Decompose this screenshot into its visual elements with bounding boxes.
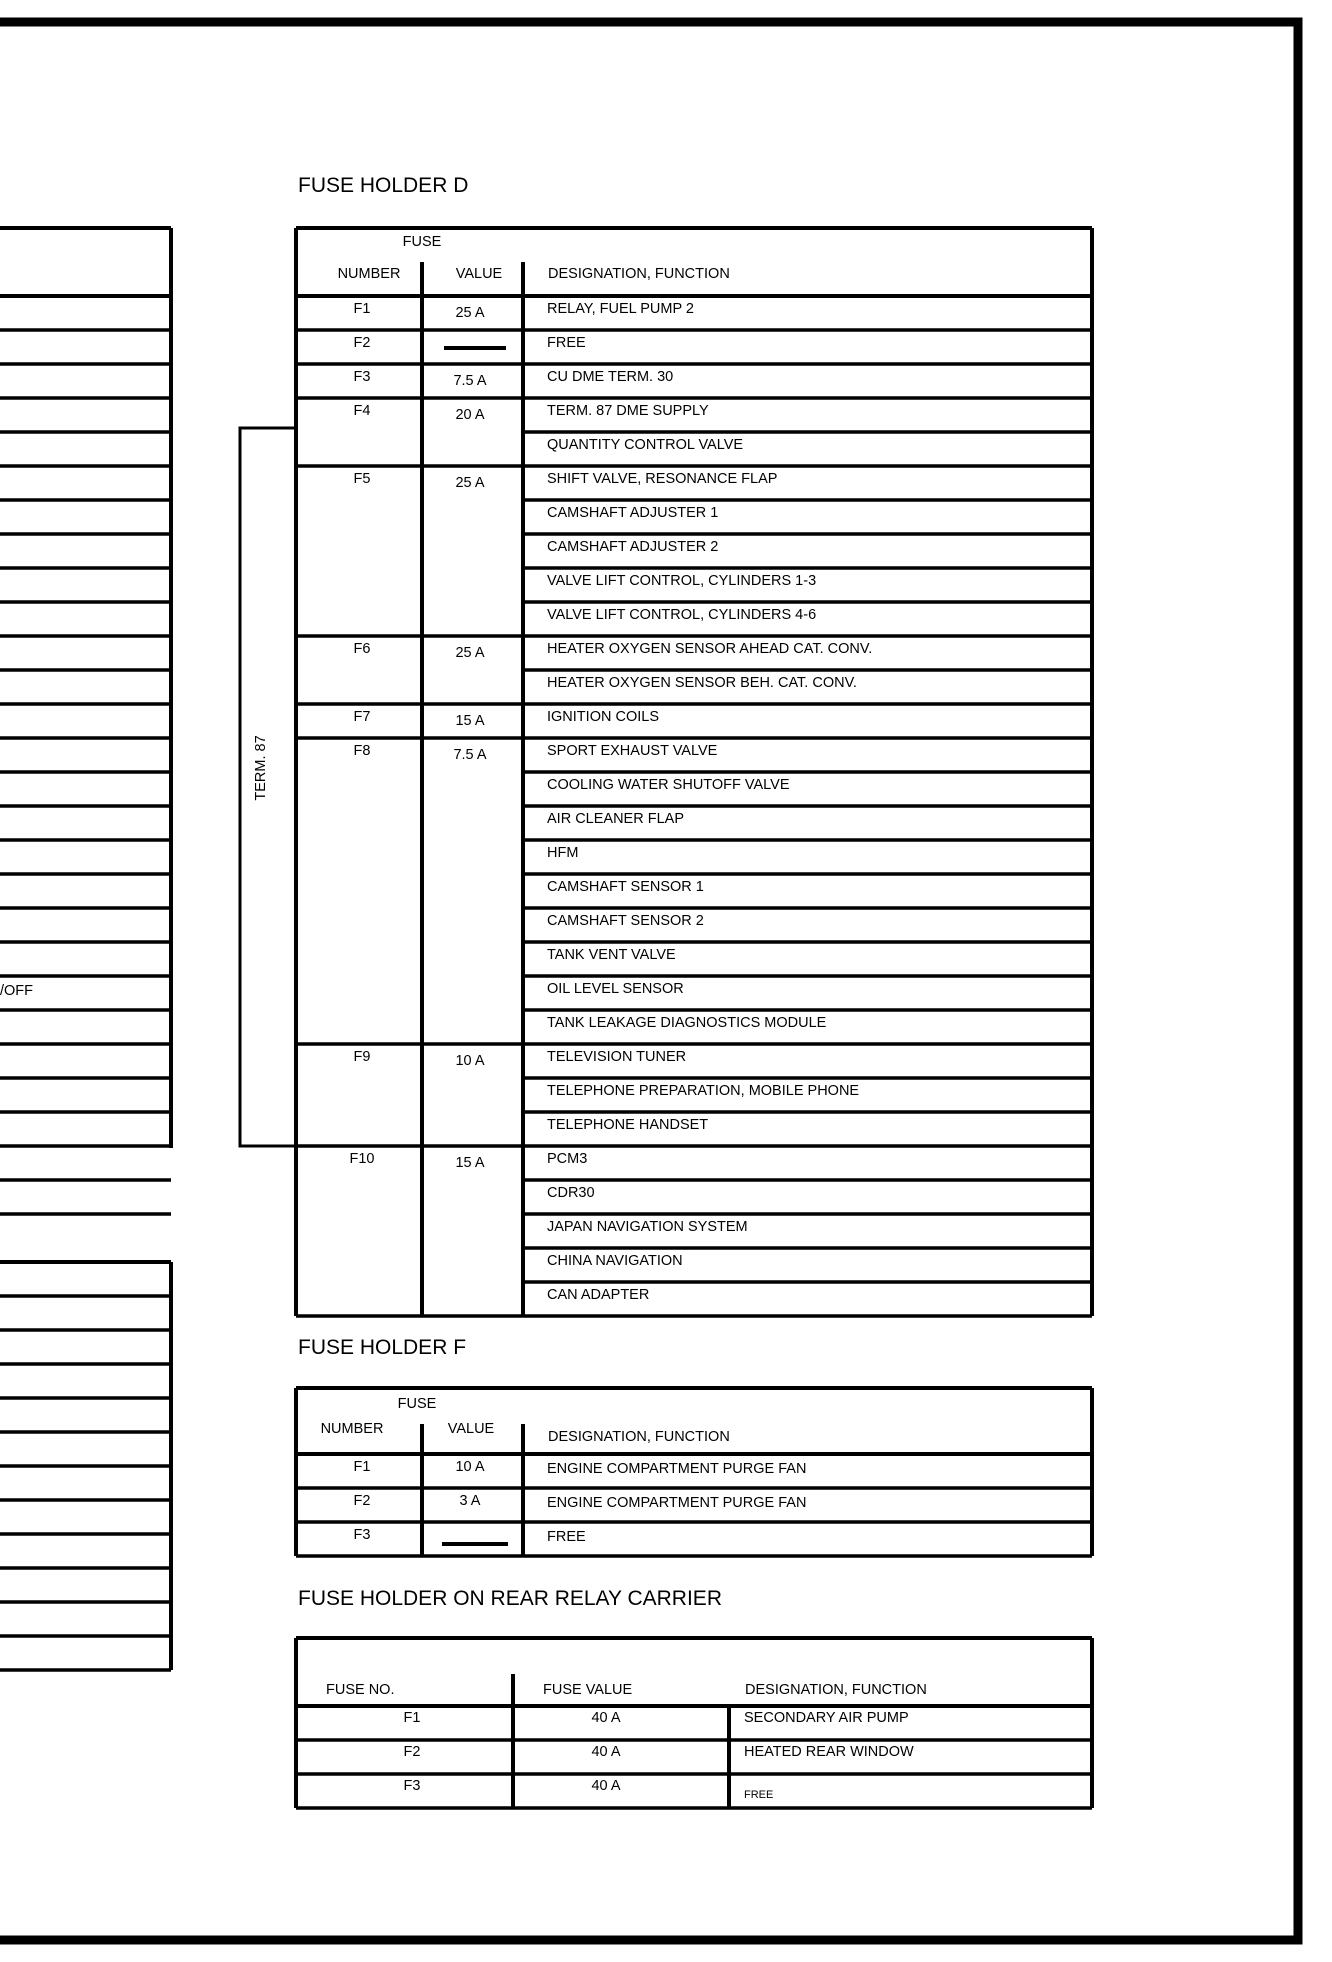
holder-rear-title: FUSE HOLDER ON REAR RELAY CARRIER: [298, 1587, 722, 1610]
fuse-value: 20 A: [455, 407, 485, 423]
fuse-designation: VALVE LIFT CONTROL, CYLINDERS 4-6: [547, 607, 817, 623]
fuse-designation: TELEPHONE HANDSET: [547, 1117, 709, 1133]
fuse-value: 25 A: [455, 645, 485, 661]
fuse-value: 25 A: [455, 305, 485, 321]
fuse-value: 10 A: [455, 1053, 485, 1069]
fuse-designation: CAMSHAFT ADJUSTER 1: [547, 505, 719, 521]
fuse-designation: CAMSHAFT SENSOR 1: [547, 879, 704, 895]
fuse-number: F7: [353, 709, 371, 725]
fuse-designation: PCM3: [547, 1151, 588, 1167]
fuse-number: F10: [349, 1151, 375, 1167]
fuse-designation: RELAY, FUEL PUMP 2: [547, 301, 694, 317]
fuse-value: 7.5 A: [453, 373, 487, 389]
fuse-designation: FREE: [547, 1529, 586, 1545]
fuse-value: 10 A: [455, 1459, 485, 1475]
holder-d-header-designation: DESIGNATION, FUNCTION: [548, 266, 730, 282]
holder-f-header-fuse: FUSE: [397, 1396, 437, 1412]
holder-d-title: FUSE HOLDER D: [298, 174, 469, 197]
fuse-designation: TERM. 87 DME SUPPLY: [547, 403, 709, 419]
fuse-designation: QUANTITY CONTROL VALVE: [547, 437, 744, 453]
fuse-number: F8: [353, 743, 371, 759]
fuse-number: F1: [353, 301, 371, 317]
fuse-designation: HFM: [547, 845, 579, 861]
fuse-value: 15 A: [455, 1155, 485, 1171]
fuse-designation: CU DME TERM. 30: [547, 369, 674, 385]
fuse-designation: SECONDARY AIR PUMP: [744, 1710, 909, 1726]
fuse-designation: COOLING WATER SHUTOFF VALVE: [547, 777, 790, 793]
fuse-number: F5: [353, 471, 371, 487]
fuse-designation: FREE: [744, 1789, 774, 1801]
fuse-designation: ENGINE COMPARTMENT PURGE FAN: [547, 1495, 807, 1511]
holder-rear-header-value: FUSE VALUE: [543, 1682, 633, 1698]
holder-f-header-designation: DESIGNATION, FUNCTION: [548, 1429, 730, 1445]
fuse-designation: CHINA NAVIGATION: [547, 1253, 683, 1269]
fuse-designation: SHIFT VALVE, RESONANCE FLAP: [547, 471, 778, 487]
fuse-number: F2: [353, 335, 371, 351]
holder-f-header-value: VALUE: [447, 1421, 495, 1437]
holder-d-header-value: VALUE: [455, 266, 503, 282]
term-87-bracket: [240, 428, 296, 1146]
fuse-number: F9: [353, 1049, 371, 1065]
fuse-value: 25 A: [455, 475, 485, 491]
fuse-designation: JAPAN NAVIGATION SYSTEM: [547, 1219, 748, 1235]
fuse-number: F3: [353, 1527, 371, 1543]
fuse-designation: CDR30: [547, 1185, 595, 1201]
fuse-number: F6: [353, 641, 371, 657]
fuse-designation: TELEPHONE PREPARATION, MOBILE PHONE: [547, 1083, 860, 1099]
fuse-designation: CAMSHAFT ADJUSTER 2: [547, 539, 719, 555]
holder-d-header-fuse: FUSE: [402, 234, 442, 250]
fuse-designation: VALVE LIFT CONTROL, CYLINDERS 1-3: [547, 573, 817, 589]
fuse-value: 3 A: [459, 1493, 481, 1509]
fuse-designation: ENGINE COMPARTMENT PURGE FAN: [547, 1461, 807, 1477]
fuse-value: 15 A: [455, 713, 485, 729]
fuse-designation: TELEVISION TUNER: [547, 1049, 687, 1065]
left-table-fragment-bottom: [0, 1262, 171, 1670]
fuse-number: F3: [403, 1778, 421, 1794]
fuse-holder-d-table: [296, 228, 1092, 1316]
fuse-number: F1: [403, 1710, 421, 1726]
fuse-number: F3: [353, 369, 371, 385]
fuse-value: 40 A: [591, 1710, 621, 1726]
holder-f-header-number: NUMBER: [320, 1421, 384, 1437]
term-87-label: TERM. 87: [253, 735, 269, 801]
fuse-holder-rear-table: [296, 1638, 1092, 1808]
holder-rear-header-number: FUSE NO.: [326, 1682, 395, 1698]
fuse-designation: SPORT EXHAUST VALVE: [547, 743, 718, 759]
fuse-number: F2: [403, 1744, 421, 1760]
fuse-designation: TANK VENT VALVE: [547, 947, 676, 963]
fuse-value: 7.5 A: [453, 747, 487, 763]
fuse-designation: OIL LEVEL SENSOR: [547, 981, 684, 997]
fuse-number: F1: [353, 1459, 371, 1475]
fuse-designation: HEATER OXYGEN SENSOR BEH. CAT. CONV.: [547, 675, 857, 691]
holder-d-header-number: NUMBER: [337, 266, 401, 282]
holder-rear-header-designation: DESIGNATION, FUNCTION: [745, 1682, 927, 1698]
fuse-designation: FREE: [547, 335, 586, 351]
fuse-designation: CAN ADAPTER: [547, 1287, 650, 1303]
fuse-designation: CAMSHAFT SENSOR 2: [547, 913, 704, 929]
fuse-number: F2: [353, 1493, 371, 1509]
fuse-designation: HEATER OXYGEN SENSOR AHEAD CAT. CONV.: [547, 641, 873, 657]
fuse-value: 40 A: [591, 1744, 621, 1760]
fuse-designation: HEATED REAR WINDOW: [744, 1744, 914, 1760]
left-fragment-text: /OFF: [0, 983, 34, 999]
fuse-designation: AIR CLEANER FLAP: [547, 811, 684, 827]
fuse-designation: TANK LEAKAGE DIAGNOSTICS MODULE: [547, 1015, 827, 1031]
holder-f-title: FUSE HOLDER F: [298, 1336, 467, 1359]
fuse-holder-f-table: [296, 1388, 1092, 1556]
fuse-value: 40 A: [591, 1778, 621, 1794]
left-table-fragment-top: [0, 228, 171, 1214]
fuse-designation: IGNITION COILS: [547, 709, 659, 725]
fuse-number: F4: [353, 403, 371, 419]
